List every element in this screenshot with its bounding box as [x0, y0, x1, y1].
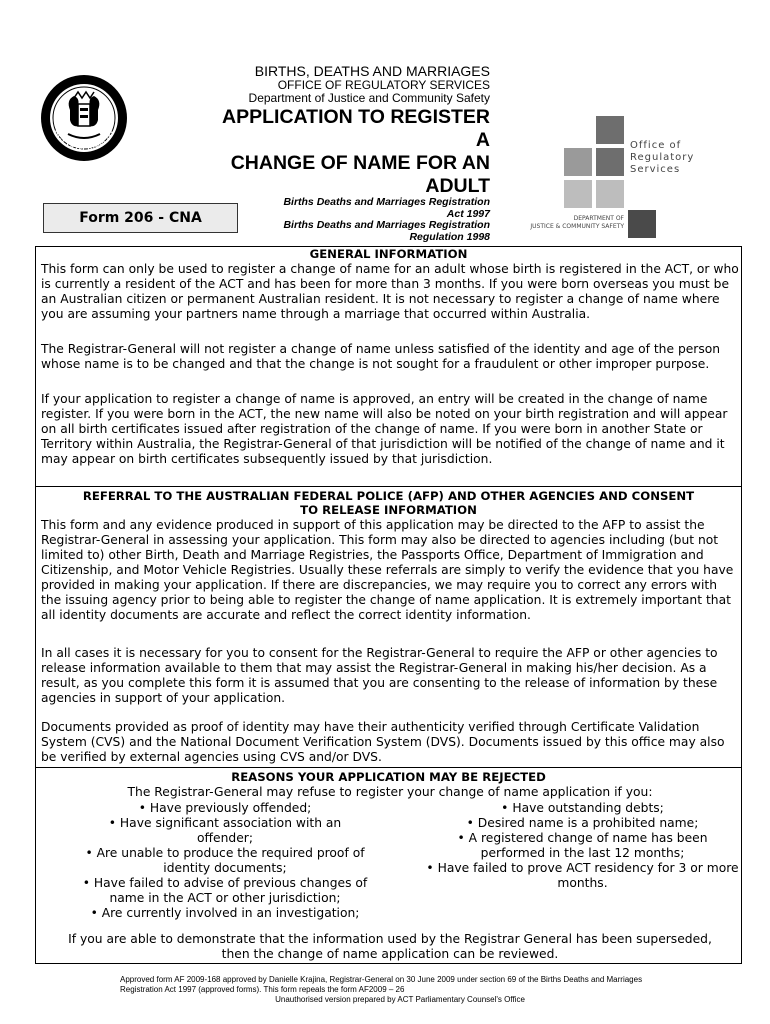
- list-item: • Have outstanding debts;: [501, 801, 664, 815]
- referral-paragraph-3: Documents provided as proof of identity may have their authenticity verified through Certificate Validation System (CVS) and the National Document Verification System (DVS). Documents issued by this office may also be verified by external agencies using CVS and/or DVS.: [41, 720, 725, 764]
- org-name: BIRTHS, DEATHS AND MARRIAGES: [254, 63, 490, 79]
- list-item: • Are unable to produce the required proof of identity documents;: [85, 846, 365, 875]
- ors-logo-line1: Office of: [630, 140, 682, 151]
- rejection-reasons-right-list: [425, 801, 740, 891]
- rejection-reasons-heading: REASONS YOUR APPLICATION MAY BE REJECTED: [231, 770, 546, 784]
- legislation-reference: Births Deaths and Marriages Registration Act 1997 Births Deaths and Marriages Registration Regulation 1998: [283, 196, 490, 243]
- general-paragraph-2: The Registrar-General will not register a change of name unless satisfied of the identity and age of the person whose name is to be changed and that the change is not sought for a fraudulent or other improper purpose.: [41, 342, 721, 371]
- general-information-heading: GENERAL INFORMATION: [309, 247, 468, 261]
- referral-paragraph-2: In all cases it is necessary for you to consent for the Registrar-General to require the AFP or other agencies to release information available to them that may assist the Registrar-General in making his/her decision. As a result, as you complete this form it is assumed that you are consenting to the release of information by these agencies in support of your application.: [41, 646, 718, 705]
- form-approval-footer: [120, 975, 680, 1005]
- list-item: • Have failed to advise of previous changes of name in the ACT or other jurisdiction;: [82, 876, 368, 905]
- unauthorised-version-note: Unauthorised version prepared by ACT Parliamentary Counsel's Office: [275, 995, 525, 1004]
- list-item: • Have previously offended;: [138, 801, 312, 815]
- rejection-reasons-left-list: [70, 801, 380, 921]
- seal-text: ACT GOVERNMENT: [52, 127, 116, 153]
- rejection-reasons-intro: The Registrar-General may refuse to register your change of name application if you:: [127, 785, 653, 799]
- referral-paragraph-1: This form and any evidence produced in support of this application may be directed to the AFP to assist the Registrar-General in assessing your application. This form may also be directed to agencies including (but not limited to) other Birth, Death and Marriage Registries, the Passports Office, Department of Immigration and Citizenship, and Motor Vehicle Registries. Usually these referrals are simply to verify the evidence that you have provided in making your application. If there are discrepancies, we may require you to correct any errors with the issuing agency prior to being able to register the change of name application. It is extremely important that all identity documents are accurate and reflect the correct identity information.: [41, 518, 734, 622]
- section-divider: [35, 767, 742, 768]
- act-government-seal: [40, 74, 128, 162]
- list-item: • A registered change of name has been performed in the last 12 months;: [457, 831, 708, 860]
- referral-heading: REFERRAL TO THE AUSTRALIAN FEDERAL POLICE (AFP) AND OTHER AGENCIES AND CONSENT TO RELEASE INFORMATION: [82, 489, 695, 517]
- general-paragraph-3: If your application to register a change of name is approved, an entry will be created in the change of name register. If you were born in the ACT, the new name will also be noted on your birth registration and will appear on all birth certificates issued after registration of the change of name. If you were born in another State or Territory within Australia, the Registrar-General of that jurisdiction will be notified of the change of name and it may appear on birth certificates subsequently issued by that jurisdiction.: [41, 392, 728, 466]
- section-divider: [35, 486, 742, 487]
- ors-dept-line2: JUSTICE & COMMUNITY SAFETY: [530, 223, 624, 230]
- ors-logo: [508, 114, 728, 240]
- organisation-header: [249, 63, 490, 105]
- list-item: • Desired name is a prohibited name;: [466, 816, 699, 830]
- list-item: • Are currently involved in an investigation;: [90, 906, 360, 920]
- form-number-box: Form 206 - CNA: [43, 203, 238, 233]
- department-name: Department of Justice and Community Safety: [248, 91, 490, 105]
- list-item: • Have failed to prove ACT residency for 3 or more months.: [426, 861, 739, 890]
- list-item: • Have significant association with an offender;: [108, 816, 342, 845]
- ors-logo-line2: Regulatory: [630, 152, 695, 163]
- ors-dept-line1: DEPARTMENT OF: [573, 215, 624, 222]
- rejection-review-note: If you are able to demonstrate that the information used by the Registrar General has been superseded, then the change of name application can be reviewed.: [68, 932, 712, 961]
- office-name: OFFICE OF REGULATORY SERVICES: [277, 78, 490, 92]
- approval-statement: Approved form AF 2009-168 approved by Danielle Krajina, Registrar-General on 30 June 2009 under section 69 of the Births Deaths and Marriages Registration Act 1997 (approved forms). This form repeals the form AF2009 – 26: [120, 975, 643, 994]
- ors-logo-line3: Services: [630, 164, 681, 175]
- general-paragraph-1: This form can only be used to register a change of name for an adult whose birth is registered in the ACT, or who is currently a resident of the ACT and has been for more than 3 months. If you were born overseas you must be an Australian citizen or permanent Australian resident. It is not necessary to register a change of name where you are assuming your partners name through a marriage that occurred within Australia.: [41, 262, 739, 321]
- form-title: APPLICATION TO REGISTER A CHANGE OF NAME FOR AN ADULT: [222, 106, 490, 197]
